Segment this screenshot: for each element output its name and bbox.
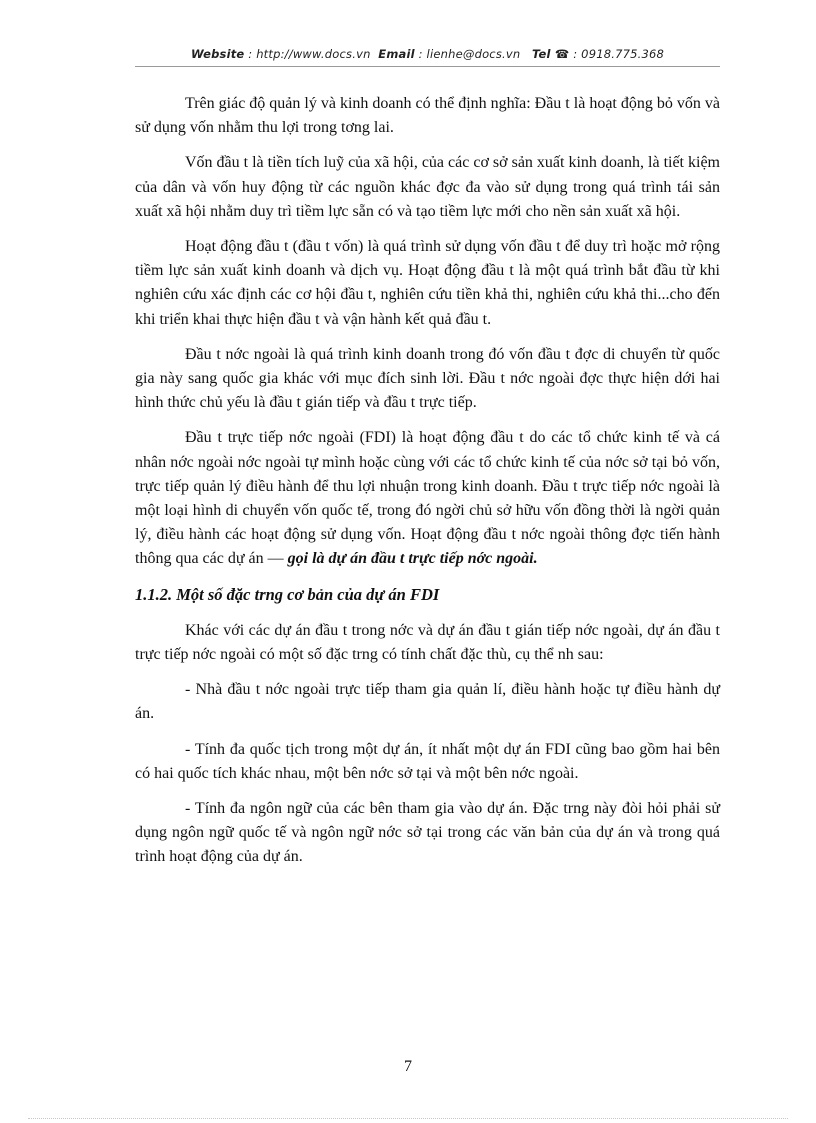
bullet-multinationality: - Tính đa quốc tịch trong một dự án, ít nhất một dự án FDI cũng bao gồm hai bên có hai quốc tích khác nhau, một bên nớc sở tại và một bên nớc ngoài. <box>135 740 720 782</box>
email-value: : lienhe@docs.vn <box>418 47 521 61</box>
paragraph-fdi-definition <box>135 426 720 571</box>
paragraph-definition: Trên giác độ quản lý và kinh doanh có thể định nghĩa: Đầu t là hoạt động bỏ vốn và sử dụng vốn nhằm thu lợi trong tơng lai. <box>135 95 720 137</box>
paragraph-investment-activity: Hoạt động đầu t (đầu t vốn) là quá trình sử dụng vốn đầu t để duy trì hoặc mở rộng tiềm lực sản xuất kinh doanh và dịch vụ. Hoạt động đầu t là một quá trình bắt đầu từ khi nghiên cứu xác định các cơ hội đầu t, nghiên cứu tiền khả thi, nghiên cứu khả thi...cho đến khi triển khai thực hiện đầu t và vận hành kết quả đầu t. <box>135 238 720 328</box>
paragraph-fdi-characteristics: Khác với các dự án đầu t trong nớc và dự án đầu t gián tiếp nớc ngoài, dự án đầu t trực tiếp nớc ngoài có một số đặc trng có tính chất đặc thù, cụ thể nh sau: <box>135 621 720 664</box>
bullet-direct-management: - Nhà đầu t nớc ngoài trực tiếp tham gia quản lí, điều hành hoặc tự điều hành dự án. <box>135 681 720 723</box>
fdi-definition-emphasis: gọi là dự án đầu t trực tiếp nớc ngoài. <box>287 550 538 568</box>
fdi-definition-text: Đầu t trực tiếp nớc ngoài (FDI) là hoạt động đầu t do các tổ chức kinh tế và cá nhân nớc ngoài nớc ngoài tự mình hoặc cùng với các tổ chức kinh tế của nớc sở tại bỏ vốn, trực tiếp quản lý điều hành để thu lợi nhuận trong kinh doanh. Đầu t trực tiếp nớc ngoài là một loại hình di chuyển vốn quốc tế, trong đó ngời chủ sở hữu vốn đồng thời là ngời quản lý, điều hành các hoạt động sử dụng vốn. Hoạt động đầu t nớc ngoài thông đợc tiến hành thông qua các dự án — <box>135 429 720 568</box>
website-value: : http://www.docs.vn <box>248 47 371 61</box>
paragraph-foreign-investment: Đầu t nớc ngoài là quá trình kinh doanh trong đó vốn đầu t đợc di chuyển từ quốc gia này sang quốc gia khác với mục đích sinh lời. Đầu t nớc ngoài đợc thực hiện dới hai hình thức chủ yếu là đầu t gián tiếp và đầu t trực tiếp. <box>135 345 720 412</box>
paragraph-investment-capital: Vốn đầu t là tiền tích luỹ của xã hội, của các cơ sở sản xuất kinh doanh, là tiết kiệm của dân và vốn huy động từ các nguồn khác đợc đa vào sử dụng trong quá trình tái sản xuất xã hội nhằm duy trì tiềm lực sẵn có và tạo tiềm lực mới cho nền sản xuất xã hội. <box>135 154 720 220</box>
email-label: Email <box>378 47 415 61</box>
website-label: Website <box>190 47 245 61</box>
footer-divider <box>28 1118 788 1119</box>
tel-label: Tel ☎ <box>531 47 570 61</box>
page-header <box>135 47 720 61</box>
section-heading: 1.1.2. Một số đặc trng cơ bản của dự án FDI <box>135 584 440 604</box>
tel-value: : 0918.775.368 <box>573 47 665 61</box>
header-divider <box>135 66 720 67</box>
document-body <box>135 92 720 881</box>
page-number: 7 <box>404 1058 412 1075</box>
bullet-multilingual: - Tính đa ngôn ngữ của các bên tham gia vào dự án. Đặc trng này đòi hỏi phải sử dụng ngôn ngữ quốc tế và ngôn ngữ nớc sở tại trong các văn bản của dự án và trong quá trình hoạt động của dự án. <box>135 800 720 866</box>
